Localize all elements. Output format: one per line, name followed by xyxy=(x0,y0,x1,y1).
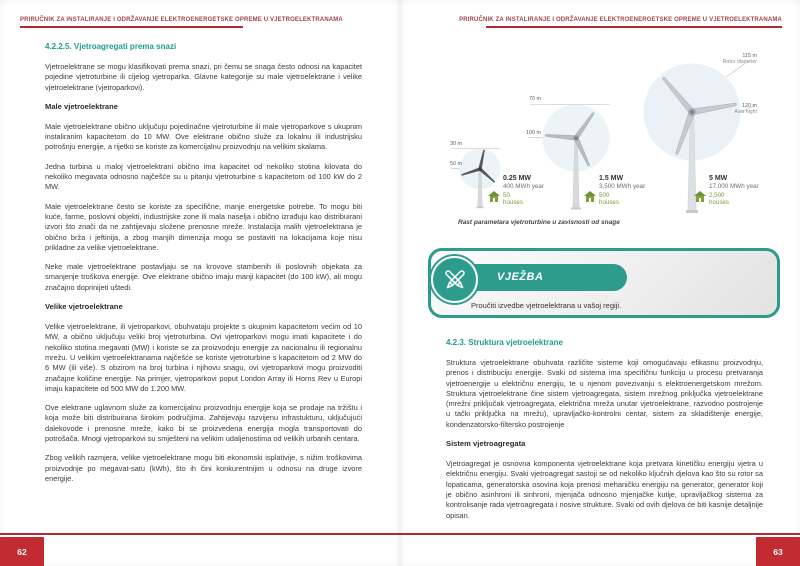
paragraph: Velike vjetroelektrane, ili vjetroparkovi, obuhvataju projekte s ukupnim kapacitetom većim od 10 MW, a obično uključuju veliki broj vjetroturbina. Ovi vjetroparkovi mogu imati kapacitete i do nekoliko stotina megavati (MW) i koriste se za proizvodnju energije za nacionalnu ili regionalnu mrežu. U velikim vjetroelektranama najčešće se koriste vjetroturbine s kapacitetom od 2 MW do 6 MW (ili više). S obzirom na broj turbina i njihovu snagu, ovi vjetroparkovi mogu proizvoditi značajne količine energije. Na primjer, vjetroparkovi poput London Array ili Horns Rev u Europi imaju kapacitete od 500 MW do 1.200 MW. xyxy=(45,322,362,393)
crossed-pens-icon xyxy=(441,266,469,294)
paragraph: Male vjetroelektrane često se koriste za specifične, manje energetske potrebe. To mogu biti kuće, farme, poslovni objekti, industrijske zone ili mala naselja i obično izrađuju kao distribuirani izvori što znači da ne zahtijevaju složene prenosne mreže. Instalacija malih vjetroelektrana je obično brža i jeftinija, a zbog manjih dimenzija mogu se postaviti na lokacijama koje nisu prikladne za velike vjetroelektrane. xyxy=(45,201,362,252)
subheading-velike-vjetroelektrane: Velike vjetroelektrane xyxy=(45,302,123,312)
axis-height-value: 120 m xyxy=(742,103,757,109)
page-number-right: 63 xyxy=(756,537,800,566)
houses-equivalent-large xyxy=(694,191,729,206)
rotor-diameter-value: 115 m xyxy=(742,53,757,59)
houses-number: 500 xyxy=(599,192,610,199)
subheading-sistem-vjetroagregata: Sistem vjetroagregata xyxy=(446,439,526,449)
hub-height-label-medium: 100 m xyxy=(526,130,541,136)
houses-count xyxy=(599,192,619,206)
running-header: PRIRUČNIK ZA INSTALIRANJE I ODRŽAVANJE ELEKTROENERGETSKE OPREME U VJETROELEKTRANAMA xyxy=(20,17,343,23)
exercise-icon-badge xyxy=(431,256,478,303)
turbine-medium-power xyxy=(599,175,645,190)
houses-word: houses xyxy=(503,199,523,206)
power-value: 0.25 MW xyxy=(503,175,532,182)
houses-number: 50 xyxy=(503,192,510,199)
wind-turbine-illustration xyxy=(400,40,800,240)
page-gutter xyxy=(396,0,404,566)
hub-height-label-small: 50 m xyxy=(450,161,462,167)
paragraph: Neke male vjetroelektrane postavljaju se na krovove stambenih ili poslovnih objekata za smanjenje troškova energije. Ove elektrane obično imaju manji kapacitet (do 100 kW), ali mogu značajno doprinijeti uštedi. xyxy=(45,262,362,292)
house-icon xyxy=(584,191,596,202)
page-number-left: 62 xyxy=(0,537,44,566)
paragraph: Jedna turbina u maloj vjetroelektrani obično ima kapacitet od nekoliko stotina kilovata do nekoliko megavata odnosno najčešće su u pitanju vjetroturbine s kapacitetom od 100 kW do 2 MW. xyxy=(45,161,362,192)
power-value: 1.5 MW xyxy=(599,175,624,182)
houses-number: 2,500 xyxy=(709,192,725,199)
turbine-small-power xyxy=(503,175,544,190)
houses-word: houses xyxy=(599,199,619,206)
page-right xyxy=(400,0,800,566)
house-icon xyxy=(488,191,500,202)
paragraph: Vjetroagregat je osnovna komponenta vjetroelektrane koja pretvara kinetičku energiju vjetra u električnu energiju. Svaki vjetroagregat sastoji se od nekoliko ključnih djelova kao što su rotor sa lopaticama, generatorska osovina koja prenosi mehaničku energiju na generator, generator koji je obično asinhroni ili sinhroni, mjenjača odnosno mjenjačke kutije, upravljačkog sistema za kontrolisanje rada vjetroagregata i nosive strukture. Svaki od ovih djelova će biti kasnije detaljnije opisan. xyxy=(446,459,763,520)
running-header: PRIRUČNIK ZA INSTALIRANJE I ODRŽAVANJE ELEKTROENERGETSKE OPREME U VJETROELEKTRANAMA xyxy=(459,17,782,23)
exercise-title-banner: VJEŽBA xyxy=(455,264,627,291)
paragraph: Zbog velikih razmjera, velike vjetroelektrane mogu biti ekonomski isplativije, s nižim troškovima proizvodnje po megavat-satu (kWh), što ih čini konkurentnijim u odnosu na druge izvore energije. xyxy=(45,453,362,483)
header-rule xyxy=(486,26,782,28)
rotor-diameter-label-medium: 70 m xyxy=(529,96,541,102)
rotor-diameter-label-small: 30 m xyxy=(450,141,462,147)
house-icon xyxy=(694,191,706,202)
section-heading-423: 4.2.3. Struktura vjetroelektrane xyxy=(446,338,563,347)
rotor-diameter-caption: Rotor diameter xyxy=(722,59,757,66)
right-page-content xyxy=(446,338,763,530)
left-page-content xyxy=(45,42,362,493)
figure-caption: Rast parametara vjetroturbine u zavisnosti od snage xyxy=(458,219,620,226)
axis-height-label-large xyxy=(700,103,757,116)
output-value: 17,000 MWh year xyxy=(709,183,759,190)
output-value: 400 MWh year xyxy=(503,183,544,190)
axis-height-caption: Axis hight xyxy=(734,109,757,116)
paragraph: Struktura vjetroelektrane obuhvata različite sisteme koji omogućavaju efikasnu proizvodnju, prenos i distribuciju energije. Svaki od sistema ima specifičnu funkciju u procesu pretvaranja vjetroenergije u električnu energiju, te u njenom povezivanju s elektroenergetskom mrežom. Struktura vjetroelektrane čine sistem vjetroagregata, sistem mrežnog priključka vjetroelektrane (mrežni priključak vjetroagregata, električna mreža unutar vjetroelektrane, razvodno postrojenje u tački priključka na mrežu), upravljačko-kontrolni centar, sistem za skladištenje energije, kondenzatorsko-filtersko postrojenje xyxy=(446,358,763,429)
houses-word: houses xyxy=(709,199,729,206)
exercise-text: Proučiti izvedbe vjetroelektrana u vašoj regiji. xyxy=(471,301,622,310)
header-rule xyxy=(20,26,243,28)
houses-equivalent-small xyxy=(488,191,523,206)
houses-count xyxy=(709,192,729,206)
turbine-large-power xyxy=(709,175,759,190)
rotor-diameter-label-large xyxy=(690,53,757,66)
houses-count xyxy=(503,192,523,206)
exercise-box xyxy=(428,248,780,318)
houses-equivalent-medium xyxy=(584,191,619,206)
paragraph: Ove elektrane uglavnom služe za komercijalnu proizvodnju energije koja se prodaje na tržištu i koja može biti distribuirana širokim područjima. Zahtijevaju razvijenu infrastukturu, uključujući dalekovode i prenosne mreže, kako bi se proizvedena energija mogla transportovati do potrošača. Mnogi vjetroparkovi su smješteni na velikim udaljenostima od velikih urbanih centara. xyxy=(45,403,362,444)
output-value: 3,500 MWh year xyxy=(599,183,646,190)
section-heading-4225: 4.2.2.5. Vjetroagregati prema snazi xyxy=(45,42,177,51)
paragraph: Vjetroelektrane se mogu klasifikovati prema snazi, pri čemu se snaga često odnosi na kapacitet pojedine vjetroturbine ili cijelog vjetroparka. Glavne kategorije su male vjetroelektrane i velike vjetroelektrane (vjetroparkovi). xyxy=(45,62,362,92)
paragraph: Male vjetroelektrane obično uključuju pojedinačne vjetroturbine ili male vjetroparkove s ukupnim instaliranim kapacitetom do 10 MW. Ove elektrane obično služe za lokalnu ili industrijsku potrošnju energije, a rijetko se koriste za komercijalnu proizvodnju na velikim skalama. xyxy=(45,121,362,152)
turbine-size-figure xyxy=(400,40,800,240)
subheading-male-vjetroelektrane: Male vjetroelektrane xyxy=(45,101,119,111)
power-value: 5 MW xyxy=(709,175,728,182)
